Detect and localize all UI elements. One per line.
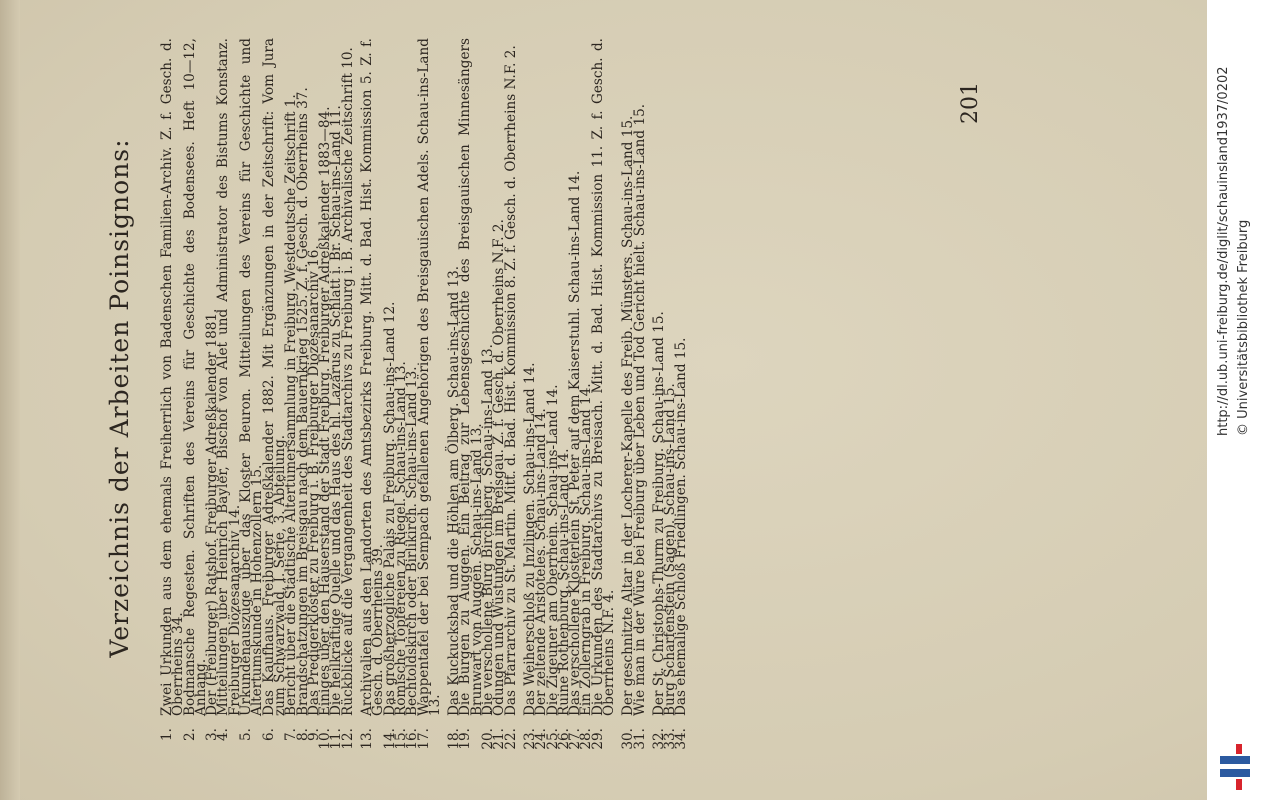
entry-number: 9. xyxy=(305,728,322,741)
entry-number: 23. xyxy=(521,728,538,750)
entry-text: Zwei Urkunden aus dem ehemals Freiherrlich von Badenschen Familien-Archiv. Z. f. Gesch. d. Oberrheins 34. xyxy=(159,38,187,716)
logo-red-bar-bottom xyxy=(1236,779,1242,790)
source-url-link[interactable]: http://dl.ub.uni-freiburg.de/diglit/schauinsland1937/0202 xyxy=(1216,66,1231,436)
entry-number: 34. xyxy=(673,728,690,750)
entry-text: Das ehemalige Schloß Friedlingen. Schau-ins-Land 15. xyxy=(673,337,690,716)
entry-number: 20. xyxy=(480,728,497,750)
entry-text: Ein Zollerngrab in Freiburg. Schau-ins-Land 14. xyxy=(578,383,595,716)
entry-number: 7. xyxy=(283,728,300,741)
entry-text: Die Urkunden des Stadtarchivs zu Breisach. Mitt. d. Bad. Hist. Kommission 11. Z. f. Gesch. d. Oberrheins N.F. 4. xyxy=(589,38,617,716)
logo-blue-bar-top xyxy=(1220,756,1250,764)
entry-text: Einiges über den Häuserstand der Stadt Freiburg. Freiburger Adreßkalender 1883—84. xyxy=(317,106,334,716)
entry-text: Der (Freiburger) Ratshof. Freiburger Adreßkalender 1881. xyxy=(204,308,221,716)
entry-number: 10. xyxy=(317,728,334,750)
list-item xyxy=(502,38,519,758)
entry-text: Die Zigeuner am Oberrhein. Schau-ins-Land 14. xyxy=(544,384,561,716)
entry-text: Bodmansche Regesten. Schriften des Vereins für Geschichte des Bodensees. Heft 10—12, Anhang. xyxy=(181,38,209,716)
list-item xyxy=(339,38,356,758)
entry-text: Die heilkräftige Quelle und das Haus des hl. Lazarus zu Schlatt i. Br. Schau-ins-Land 11. xyxy=(328,105,345,716)
entry-number: 14. xyxy=(381,728,398,750)
entry-text: Das verschollene Klösterlein St. Peter auf dem Kaiserstuhl. Schau-ins-Land 14. xyxy=(567,170,584,716)
page-title: Verzeichnis der Arbeiten Poinsignons: xyxy=(105,138,134,658)
entry-number: 12. xyxy=(339,728,356,750)
entry-text: Das Pfarrarchiv zu St. Martin. Mitt. d. Bad. Hist. Kommission 8. Z. f. Gesch. d. Oberrheins N.F. 2. xyxy=(502,45,519,716)
entry-number: 22. xyxy=(502,728,519,750)
entry-text: Der geschnitzte Altar in der Locherer-Kapelle des Freib. Münsters. Schau-ins-Land 15. xyxy=(620,115,637,716)
entry-number: 30. xyxy=(620,728,637,750)
list-item xyxy=(631,38,648,758)
logo-red-bar-top xyxy=(1236,744,1242,754)
entry-text: Wappentafel der bei Sempach gefallenen Angehörigen des Breisgauischen Adels. Schau-ins-Land 13. xyxy=(415,38,443,716)
entry-number: 2. xyxy=(181,728,198,741)
entry-text: Das Weiherschloß zu Inzlingen. Schau-ins-Land 14. xyxy=(521,362,538,716)
page-number: 201 xyxy=(958,82,983,124)
library-logo-icon xyxy=(1214,742,1260,792)
entry-number: 19. xyxy=(457,728,474,750)
entry-text: Das Predigerkloster zu Freiburg i. B. Freiburger Diözesanarchiv 16. xyxy=(305,245,322,716)
entry-text: Das Kuckucksbad und die Höhlen am Ölberg. Schau-ins-Land 13. xyxy=(446,265,463,716)
list-item xyxy=(673,38,690,758)
entry-text: Urkundenauszüge über das Kloster Beuron. Mitteilungen des Vereins für Geschichte und Altertumskunde in Hohenzollern 15. xyxy=(238,38,266,716)
entry-text: Das Kaufhaus. Freiburger Adreßkalender 1882. Mit Ergänzungen in der Zeitschrift: Vom Jura zum Schwarzwald, I. Serie, 3. Abteilung. xyxy=(260,38,288,716)
entry-number: 26. xyxy=(555,728,572,750)
entry-text: Der zeltende Aristoteles. Schau-ins-Land 14. xyxy=(533,408,550,716)
entry-text: Rückblicke auf die Vergangenheit des Stadtarchivs zu Freiburg i. B. Archivalische Zeitschrift 10. xyxy=(339,47,356,716)
entry-number: 6. xyxy=(260,728,277,741)
page-gutter-shadow xyxy=(0,0,20,800)
entry-number: 21. xyxy=(491,728,508,750)
entry-text: Die Burgen zu Auggen. Ein Beitrag zur Lebensgeschichte des Breisgauischen Minnesängers Brunwart von Auggen. Schau-ins-Land 13. xyxy=(457,38,485,716)
entry-text: Bechtoldskirch oder Birlikirch. Schau-ins-Land 13. xyxy=(404,366,421,716)
entry-number: 32. xyxy=(650,728,667,750)
entry-number: 27. xyxy=(567,728,584,750)
entry-number: 31. xyxy=(631,728,648,750)
entry-number: 25. xyxy=(544,728,561,750)
entry-text: Das großherzogliche Palais zu Freiburg. Schau-ins-Land 12. xyxy=(381,301,398,716)
entry-text: Archivalien aus den Landorten des Amtsbezirks Freiburg. Mitt. d. Bad. Hist. Kommission 5. Z. f. Gesch. d. Oberrheins 39. xyxy=(359,38,387,716)
entry-text: Römische Töpfereien zu Riegel. Schau-ins-Land 13. xyxy=(392,361,409,716)
entry-number: 17. xyxy=(415,728,432,750)
entry-number: 18. xyxy=(446,728,463,750)
entry-number: 3. xyxy=(204,728,221,741)
logo-blue-bar-bottom xyxy=(1220,769,1250,777)
entry-number: 11. xyxy=(328,728,345,750)
entry-number: 29. xyxy=(589,728,606,750)
entry-number: 33. xyxy=(662,728,679,750)
entry-text: Ödungen und Wüstungen im Breisgau. Z. f. Gesch. d. Oberrheins N.F. 2. xyxy=(491,219,508,716)
entry-number: 13. xyxy=(359,728,376,750)
entry-number: 5. xyxy=(238,728,255,741)
entry-text: Burg Scharfenstein (Sagen). Schau-ins-Land 15. xyxy=(662,383,679,716)
sidebar-text xyxy=(1214,0,1254,436)
entry-number: 8. xyxy=(294,728,311,741)
entry-text: Brandschatzungen im Breisgau nach dem Bauernkrieg 1525. Z. f. Gesch. d. Oberrheins 37. xyxy=(294,87,311,716)
entry-text: Wie man in der Würe bei Freiburg über Leben und Tod Gericht hielt. Schau-ins-Land 15. xyxy=(631,103,648,716)
entry-number: 15. xyxy=(392,728,409,750)
copyright-notice: © Universitätsbibliothek Freiburg xyxy=(1236,219,1251,436)
entry-text: Ruine Rothenburg. Schau-ins-Land 14. xyxy=(555,448,572,716)
list-item xyxy=(415,38,443,758)
entry-number: 16. xyxy=(404,728,421,750)
entry-number: 28. xyxy=(578,728,595,750)
list-item xyxy=(589,38,617,758)
entry-text: Bericht über die Städtische Altertümersammlung in Freiburg. Westdeutsche Zeitschrift 1. xyxy=(283,94,300,716)
entry-text: Mitteilungen über Heinrich Bayler, Bischof von Alet und Administrator des Bistums Konstanz. Freiburger Diözesanarchiv 14. xyxy=(215,38,243,716)
entry-text: Die verschollene Burg Birchiberg. Schau-ins-Land 13. xyxy=(480,344,497,716)
publication-list xyxy=(159,38,690,758)
entry-text: Der St. Christophs-Thurm zu Freiburg. Schau-ins-Land 15. xyxy=(650,311,667,716)
entry-number: 4. xyxy=(215,728,232,741)
entry-number: 24. xyxy=(533,728,550,750)
rotated-text-block xyxy=(40,38,1100,758)
entry-number: 1. xyxy=(159,728,175,741)
